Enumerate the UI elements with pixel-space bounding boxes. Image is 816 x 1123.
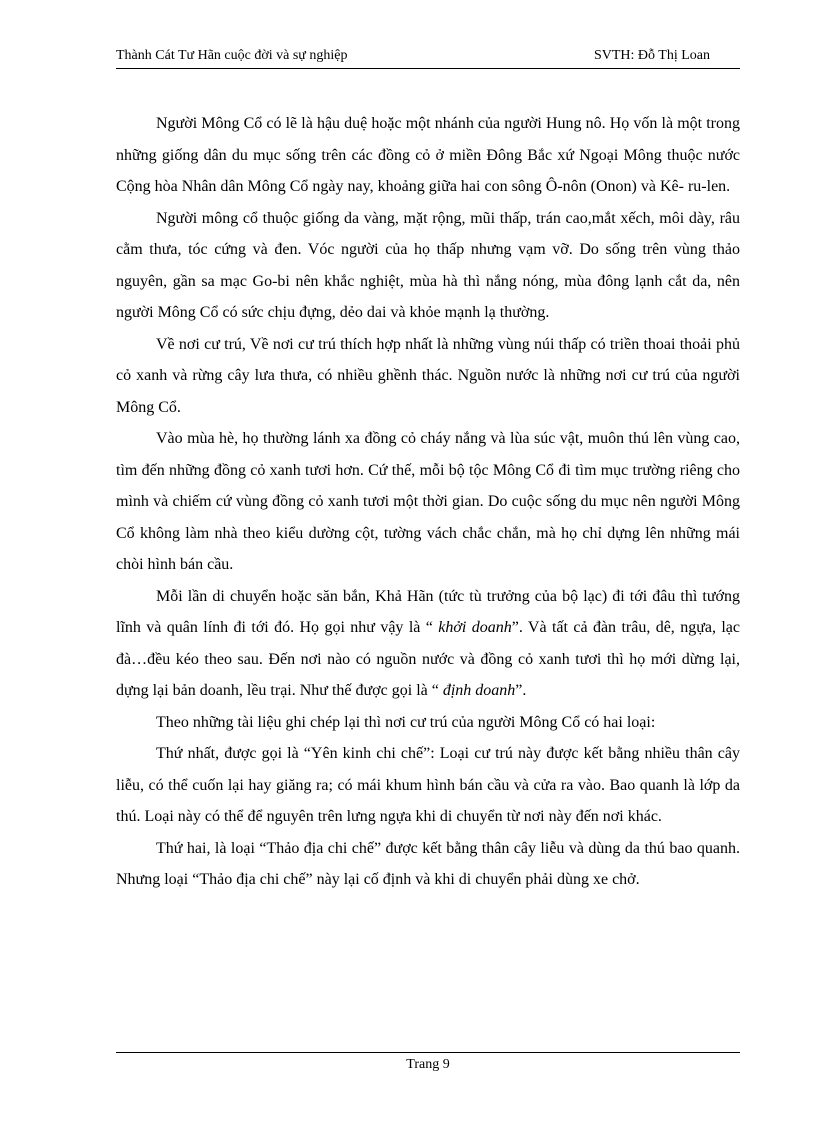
paragraph-1: Người Mông Cổ có lẽ là hậu duệ hoặc một nhánh của người Hung nô. Họ vốn là một trong những giống dân du mục sống trên các đồng cỏ ở miền Đông Bắc xứ Ngoại Mông thuộc nước Cộng hòa Nhân dân Mông Cổ ngày nay, khoảng giữa hai con sông Ô-nôn (Onon) và Kê- ru-len. (116, 115, 740, 195)
paragraph-8: Thứ hai, là loại “Thảo địa chi chế” được kết bằng thân cây liễu và dùng da thú bao quanh. Nhưng loại “Thảo địa chi chế” này lại cố định và khi di chuyển phải dùng xe chở. (116, 839, 740, 888)
paragraph-7: Thứ nhất, được gọi là “Yên kinh chi chế”: Loại cư trú này được kết bằng nhiều thân cây liễu, có thể cuốn lại hay giăng ra; có mái khum hình bán cầu và cửa ra vào. Bao quanh là lớp da thú. Loại này có thể để nguyên trên lưng ngựa khi di chuyển từ nơi này đến nơi khác. (116, 745, 740, 825)
page-number: Trang 9 (406, 1057, 450, 1072)
paragraph-5 (116, 581, 740, 707)
header-title: Thành Cát Tư Hãn cuộc đời và sự nghiệp (116, 48, 348, 63)
paragraph-2: Người mông cổ thuộc giống da vàng, mặt rộng, mũi thấp, trán cao,mắt xếch, môi dày, râu cằm thưa, tóc cứng và đen. Vóc người của họ thấp nhưng vạm vỡ. Do sống trên vùng thảo nguyên, gần sa mạc Go-bi nên khắc nghiệt, mùa hà thì nắng nóng, mùa đông lạnh cắt da, nên người Mông Cổ có sức chịu đựng, dẻo dai và khỏe mạnh lạ thường. (116, 209, 740, 321)
term-khoi-doanh: khởi doanh (438, 619, 512, 636)
paragraph-4: Vào mùa hè, họ thường lánh xa đồng cỏ cháy nắng và lùa súc vật, muôn thú lên vùng cao, tìm đến những đồng cỏ xanh tươi hơn. Cứ thế, mỗi bộ tộc Mông Cổ đi tìm mục trường riêng cho mình và chiếm cứ vùng đồng cỏ xanh tươi một thời gian. Do cuộc sống du mục nên người Mông Cổ không làm nhà theo kiểu dường cột, tường vách chắc chắn, mà họ chỉ dựng lên những mái chòi hình bán cầu. (116, 430, 740, 573)
paragraph-3: Về nơi cư trú, Về nơi cư trú thích hợp nhất là những vùng núi thấp có triền thoai thoải phủ cỏ xanh và rừng cây lưa thưa, có nhiều ghềnh thác. Nguồn nước là những nơi cư trú của người Mông Cổ. (116, 335, 740, 416)
header-author: SVTH: Đỗ Thị Loan (593, 48, 710, 63)
term-dinh-doanh: định doanh (442, 682, 516, 699)
document-body (116, 108, 740, 896)
paragraph-6: Theo những tài liệu ghi chép lại thì nơi cư trú của người Mông Cổ có hai loại: (156, 713, 656, 731)
paragraph-5-text-a: Mỗi lần di chuyển hoặc săn bắn, Khả Hãn (tức tù trưởng của bộ lạc) đi tới đâu thì tướng lĩnh và quân lính đi tới đó. Họ gọi như vậy là “ (116, 587, 740, 636)
paragraph-5-text-b: ”. Và tất cả đàn trâu, dê, ngựa, lạc đà…đều kéo theo sau. Đến nơi nào có nguồn nước và đồng cỏ xanh tươi thì họ mới dừng lại, dựng lại bản doanh, lều trại. Như thế được gọi là “ (116, 619, 741, 699)
page-footer (116, 1052, 740, 1073)
page-header (116, 46, 740, 69)
paragraph-5-text-c: ”. (515, 682, 527, 699)
